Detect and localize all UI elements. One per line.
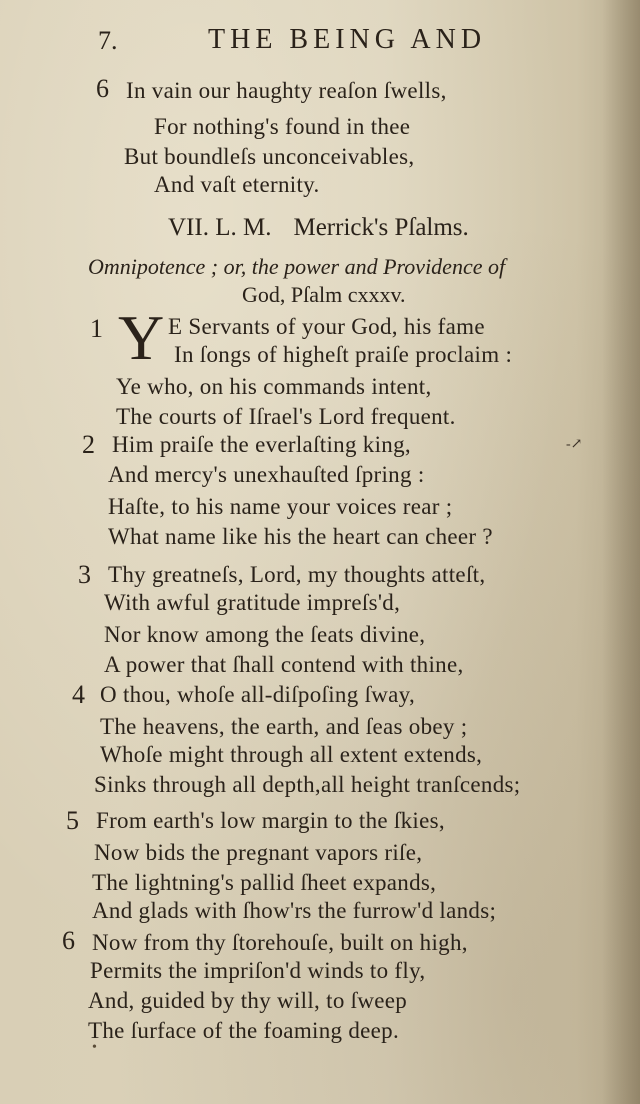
verse-number: 2 bbox=[82, 430, 95, 459]
verse-number: 1 bbox=[90, 314, 103, 343]
verse-line: Haſte, to his name your voices rear ; bbox=[108, 494, 453, 519]
verse-line: The ſurface of the foaming deep. bbox=[88, 1018, 400, 1043]
verse-line: O thou, whoſe all-diſpoſing ſway, bbox=[100, 682, 416, 707]
verse-number: 3 bbox=[78, 560, 91, 589]
verse-line: In vain our haughty reaſon ſwells, bbox=[126, 78, 447, 103]
page-gutter-shadow bbox=[602, 0, 640, 1104]
verse-line: From earth's low margin to the ſkies, bbox=[96, 808, 445, 833]
footer-ink-mark: • bbox=[92, 1040, 97, 1055]
verse-number: 6 bbox=[96, 74, 109, 103]
verse-line: Thy greatneſs, Lord, my thoughts atteſt, bbox=[108, 562, 486, 587]
verse-line: And vaſt eternity. bbox=[154, 172, 320, 197]
drop-cap: Y bbox=[118, 302, 165, 373]
hymn-meter: VII. L. M. bbox=[168, 214, 272, 241]
verse-line: Nor know among the ſeats divine, bbox=[104, 622, 426, 647]
verse-line: And, guided by thy will, to ſweep bbox=[88, 988, 408, 1013]
verse-line: What name like his the heart can cheer ? bbox=[108, 524, 493, 549]
hymn-title bbox=[168, 214, 469, 242]
verse-line: For nothing's found in thee bbox=[154, 114, 411, 139]
verse-line: With awful gratitude impreſs'd, bbox=[104, 590, 401, 615]
verse-line: Sinks through all depth,all height tranſcends; bbox=[94, 772, 521, 797]
verse-line: Now bids the pregnant vapors riſe, bbox=[94, 840, 423, 865]
verse-number: 6 bbox=[62, 926, 75, 955]
page-number: 7. bbox=[98, 26, 118, 55]
hymn-subtitle: Omnipotence ; or, the power and Providence of bbox=[88, 254, 506, 279]
verse-line: E Servants of your God, his fame bbox=[168, 314, 485, 339]
verse-line: A power that ſhall contend with thine, bbox=[104, 652, 464, 677]
verse-line: Now from thy ſtorehouſe, built on high, bbox=[92, 930, 468, 955]
verse-line: Ye who, on his commands intent, bbox=[116, 374, 432, 399]
verse-line: The lightning's pallid ſheet expands, bbox=[92, 870, 437, 895]
page-header bbox=[0, 22, 640, 62]
verse-line: Whoſe might through all extent extends, bbox=[100, 742, 483, 767]
hymn-subtitle-reference: God, Pſalm cxxxv. bbox=[242, 282, 406, 307]
verse-line: The heavens, the earth, and ſeas obey ; bbox=[100, 714, 468, 739]
verse-line: The courts of Iſrael's Lord frequent. bbox=[116, 404, 456, 429]
verse-line: And mercy's unexhauſted ſpring : bbox=[108, 462, 425, 487]
verse-line: In ſongs of higheſt praiſe proclaim : bbox=[174, 342, 513, 367]
verse-line: But boundleſs unconceivables, bbox=[124, 144, 415, 169]
verse-number: 4 bbox=[72, 680, 85, 709]
verse-number: 5 bbox=[66, 806, 79, 835]
hymn-source: Merrick's Pſalms. bbox=[293, 214, 469, 241]
running-head: THE BEING AND bbox=[208, 24, 487, 55]
verse-line: Permits the impriſon'd winds to fly, bbox=[90, 958, 426, 983]
verse-line: Him praiſe the everlaſting king, bbox=[112, 432, 411, 457]
verse-line: And glads with ſhow'rs the furrow'd lands; bbox=[92, 898, 497, 923]
stray-ink-mark: -↗ bbox=[566, 437, 583, 452]
